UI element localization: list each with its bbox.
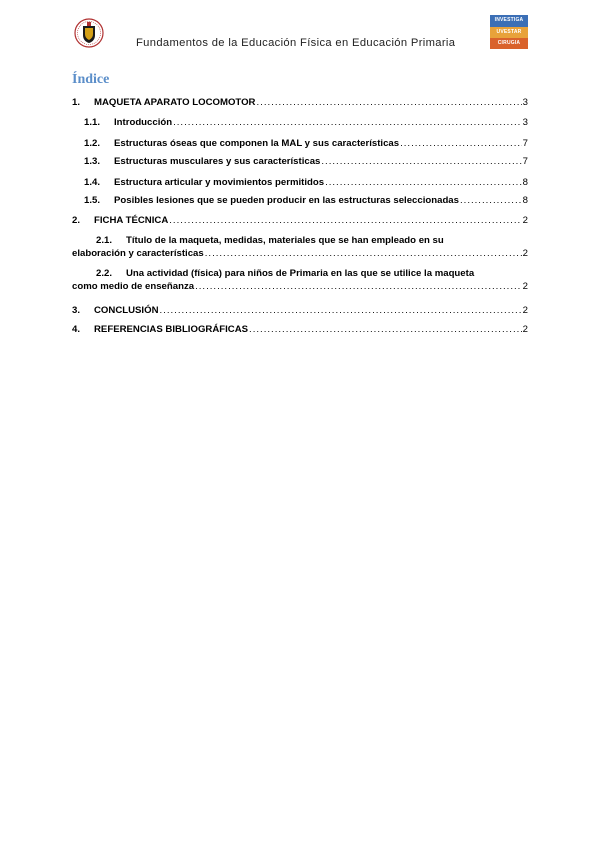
toc-entry[interactable] (72, 137, 528, 150)
logo-text-line-2: UVESTAR (496, 29, 522, 35)
toc-entry[interactable] (72, 323, 528, 336)
project-logo (490, 15, 528, 49)
toc-entry-number: 1.5. (84, 195, 101, 206)
toc-entry[interactable] (72, 267, 528, 293)
page-header (0, 0, 599, 60)
toc-entry-number: 4. (72, 324, 81, 335)
toc-entry-title: Estructuras musculares y sus características (114, 156, 321, 167)
dot-leader (325, 176, 522, 189)
toc-entry-number: 2.2. (96, 268, 113, 279)
toc-entry[interactable] (72, 194, 528, 207)
toc-entry-page: 2 (522, 215, 528, 226)
dot-leader (169, 214, 521, 227)
toc-entry-page: 7 (522, 156, 528, 167)
toc-entry[interactable] (72, 116, 528, 129)
toc-entry-page: 8 (522, 195, 528, 206)
toc-entry-number: 1.1. (84, 117, 101, 128)
dot-leader (173, 116, 522, 129)
toc-entry-page: 8 (522, 177, 528, 188)
toc-entry-number: 1.3. (84, 156, 101, 167)
toc-entry-page: 7 (522, 138, 528, 149)
toc-entry-title: Estructuras óseas que componen la MAL y sus características (114, 138, 400, 149)
dot-leader (257, 96, 522, 109)
toc-entry-title-line-2: como medio de enseñanza (72, 281, 195, 292)
toc-entry-number: 2.1. (96, 235, 113, 246)
toc-entry[interactable] (72, 214, 528, 227)
toc-entry-page: 2 (522, 305, 528, 316)
toc-entry-number: 2. (72, 215, 81, 226)
header-title: Fundamentos de la Educación Física en Educación Primaria (136, 37, 456, 49)
toc-entry[interactable] (72, 155, 528, 168)
dot-leader (205, 247, 522, 260)
logo-text-line-1: INVESTIGA (494, 17, 524, 23)
toc-entry-page: 2 (522, 281, 528, 292)
toc-entry-title: CONCLUSIÓN (94, 305, 159, 316)
toc-entry-number: 1.2. (84, 138, 101, 149)
dot-leader (160, 304, 522, 317)
toc-entry-title: FICHA TÉCNICA (94, 215, 169, 226)
dot-leader (460, 194, 522, 207)
toc-entry[interactable] (72, 304, 528, 317)
toc-entry-page: 3 (522, 117, 528, 128)
toc-entry[interactable] (72, 96, 528, 109)
toc-entry-title-line-2: elaboración y características (72, 248, 204, 259)
toc-entry-title: Posibles lesiones que se pueden producir en las estructuras seleccionadas (114, 195, 459, 206)
toc-entry-title: MAQUETA APARATO LOCOMOTOR (94, 97, 256, 108)
toc-entry-title-line-1: Título de la maqueta, medidas, materiales que se han empleado en su (126, 235, 444, 246)
toc-entry-title-line-1: Una actividad (física) para niños de Primaria en las que se utilice la maqueta (126, 268, 475, 279)
toc-entry-title: Estructura articular y movimientos permitidos (114, 177, 325, 188)
toc-entry-title: Introducción (114, 117, 173, 128)
toc-entry-page: 2 (522, 248, 528, 259)
toc-entry[interactable] (72, 176, 528, 189)
dot-leader (400, 137, 522, 150)
toc-entry-page: 3 (522, 97, 528, 108)
dot-leader (321, 155, 521, 168)
toc-heading: Índice (72, 72, 110, 87)
dot-leader (249, 323, 522, 336)
toc-entry[interactable] (72, 234, 528, 260)
toc-entry-number: 1.4. (84, 177, 101, 188)
toc-entry-page: 2 (522, 324, 528, 335)
dot-leader (195, 280, 522, 293)
university-seal-logo (74, 16, 104, 50)
logo-text-line-3: CIRUGIA (497, 40, 521, 46)
toc-entry-number: 1. (72, 97, 81, 108)
toc-entry-number: 3. (72, 305, 81, 316)
toc-entry-title: REFERENCIAS BIBLIOGRÁFICAS (94, 324, 249, 335)
